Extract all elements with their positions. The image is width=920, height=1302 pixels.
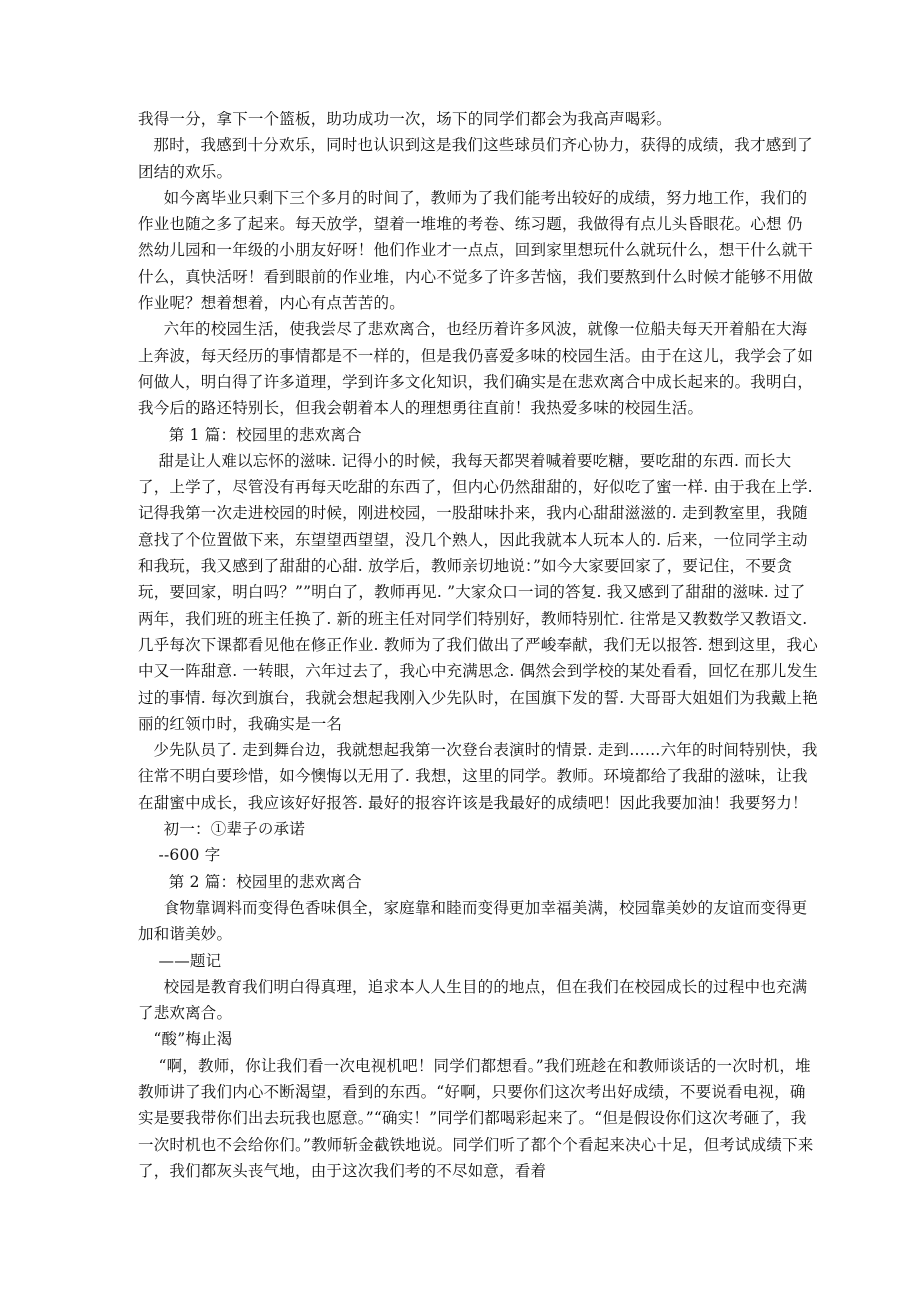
paragraph-word-count: --600 字 <box>138 846 221 865</box>
section-heading-sour-plum: “酸”梅止渴 <box>138 1030 233 1049</box>
paragraph-homework: 如今离毕业只剩下三个多月的时间了，教师为了我们能考出较好的成绩，努力地工作，我们的作业也随之多了起来。每天放学，望着一堆堆的考卷、练习题，我做得有点儿头昏眼花。心想 仍然幼儿园和一年级的小朋友好呀！他们作业才一点点，回到家里想玩什么就玩什么，想干什么就干什么，真快活呀！看到眼前的作业堆，内心不觉多了许多苦恼，我们要熬到什么时候才能够不用做作业呢？想着想着，内心有点苦苦的。 <box>138 188 814 313</box>
paragraph-campus-life: 六年的校园生活，使我尝尽了悲欢离合，也经历着许多风波，就像一位船夫每天开着船在大海上奔波，每天经历的事情都是不一样的，但是我仍喜爱多味的校园生活。由于在这儿，我学会了如何做人，明白得了许多道理，学到许多文化知识，我们确实是在悲欢离合中成长起来的。我明白，我今后的路还特别长，但我会朝着本人的理想勇往直前！我热爱多味的校园生活。 <box>138 320 814 418</box>
essay-title-1: 第 1 篇：校园里的悲欢离合 <box>138 425 362 444</box>
paragraph-food-seasoning: 食物靠调料而变得色香味俱全，家庭靠和睦而变得更加幸福美满，校园靠美妙的友谊而变得更加和谐美妙。 <box>138 898 808 944</box>
essay-title-2: 第 2 篇：校园里的悲欢离合 <box>138 872 362 891</box>
paragraph-tv-request: “啊，教师，你让我们看一次电视机吧！同学们都想看。”我们班趁在和教师谈话的一次时机，堆教师讲了我们内心不断渴望，看到的东西。“好啊，只要你们这次考出好成绩，不要说看电视，确实是要我带你们出去玩我也愿意。”“确实！”同学们都喝彩起来了。“但是假设你们这次考砸了，我一次时机也不会给你们。”教师斩金截铁地说。同学们听了都个个看起来决心十足，但考试成绩下来了，我们都灰头丧气地，由于这次我们考的不尽如意，看着 <box>138 1056 814 1180</box>
paragraph-epigraph: ——题记 <box>138 951 222 970</box>
paragraph-sweet-taste: 甜是让人难以忘怀的滋味. 记得小的时候，我每天都哭着喊着要吃糖，要吃甜的东西. 而长大了，上学了，尽管没有再每天吃甜的东西了，但内心仍然甜甜的，好似吃了蜜一样. 由于我在上学. 记得我第一次走进校园的时候，刚进校园，一股甜味扑来，我内心甜甜滋滋的. 走到教室里，我随意找了个位置做下来，东望望西望望，没几个熟人，因此我就本人玩本人的. 后来，一位同学主动和我玩，我又感到了甜甜的心甜. 放学后，教师亲切地说：”如今大家要回家了，要记住，不要贪玩，要回家，明白吗？””明白了，教师再见. ”大家众口一词的答复. 我又感到了甜甜的滋味. 过了两年，我们班的班主任换了. 新的班主任对同学们特别好，教师特别忙. 往常是又教数学又教语文. 几乎每次下课都看见他在修正作业. 教师为了我们做出了严峻奉献，我们无以报答. 想到这里，我心中又一阵甜意. 一转眼，六年过去了，我心中充满思念. 偶然会到学校的某处看看，回忆在那儿发生过的事情. 每次到旗台，我就会想起我刚入少先队时，在国旗下发的誓. 大哥哥大姐姐们为我戴上艳丽的红领巾时，我确实是一名 <box>138 451 818 733</box>
paragraph-team-joy: 那时，我感到十分欢乐，同时也认识到这是我们这些球员们齐心协力，获得的成绩，我才感到了团结的欢乐。 <box>138 136 813 181</box>
paragraph-basketball-score: 我得一分，拿下一个篮板，助功成功一次，场下的同学们都会为我高声喝彩。 <box>138 110 672 128</box>
paragraph-campus-education: 校园是教育我们明白得真理，追求本人人生目的的地点，但在我们在校园成长的过程中也充满了悲欢离合。 <box>138 977 808 1023</box>
paragraph-young-pioneer: 少先队员了. 走到舞台边，我就想起我第一次登台表演时的情景. 走到……六年的时间特别快，我往常不明白要珍惜，如今懊悔以无用了. 我想，这里的同学。教师。环境都给了我甜的滋味，让我在甜蜜中成长，我应该好好报答. 最好的报容许该是我最好的成绩吧！因此我要加油！我要努力！ <box>138 741 818 812</box>
document-page <box>138 106 818 1184</box>
paragraph-grade-promise: 初一：①辈子の承诺 <box>138 820 305 839</box>
